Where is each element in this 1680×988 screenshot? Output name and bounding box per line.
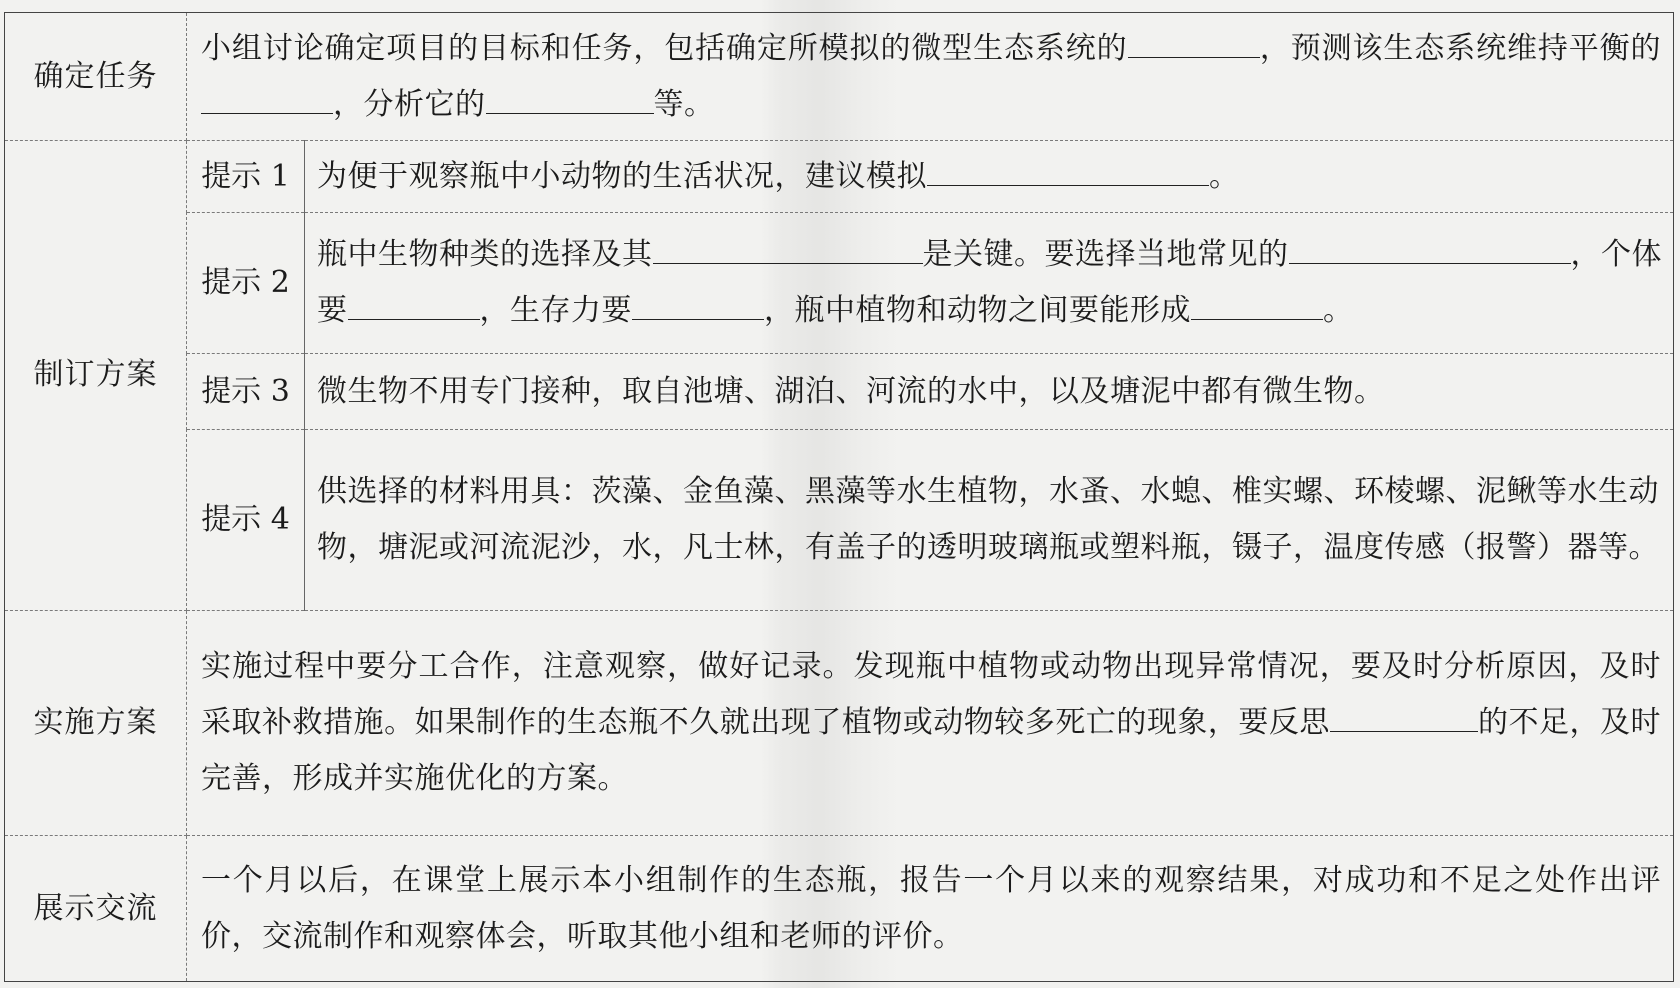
row-hint-3 <box>5 354 1674 430</box>
hint-2-text-6: 。 <box>1323 293 1354 329</box>
hint-1-text-1: 为便于观察瓶中小动物的生活状况，建议模拟 <box>317 158 927 194</box>
hint-2-text-5: ，瓶中植物和动物之间要能形成 <box>764 293 1191 329</box>
row-label-implement-plan: 实施方案 <box>5 610 187 836</box>
hint-1-text-2: 。 <box>1209 158 1240 194</box>
row-content-confirm-task <box>187 13 1674 141</box>
confirm-task-text-3: ，分析它的 <box>333 86 486 122</box>
row-label-show-exchange: 展示交流 <box>5 836 187 982</box>
hint-4-content: 供选择的材料用具：茨藻、金鱼藻、黑藻等水生植物，水蚤、水螅、椎实螺、环棱螺、泥鳅等水生动物，塘泥或河流泥沙，水，凡士林，有盖子的透明玻璃瓶或塑料瓶，镊子，温度传感（报警）器等。 <box>305 430 1674 610</box>
row-confirm-task <box>5 13 1674 141</box>
hint-2-text-4: ，生存力要 <box>479 293 632 329</box>
row-show-exchange <box>5 836 1674 982</box>
fill-blank-simulated-ecosystem[interactable] <box>927 151 1209 186</box>
hint-3-label: 提示 3 <box>187 354 305 430</box>
fill-blank-ecosystem-type[interactable] <box>1128 23 1260 58</box>
implement-plan-text-2: 的不足，及时完善，形成并实施优化的方案。 <box>201 705 1662 797</box>
confirm-task-text-4: 等。 <box>653 86 715 122</box>
hint-2-text-3: ，个体要 <box>317 237 1662 329</box>
hint-4-label: 提示 4 <box>187 430 305 610</box>
fill-blank-food-chain[interactable] <box>1191 285 1323 320</box>
fill-blank-plan-shortcoming[interactable] <box>1330 697 1478 732</box>
fill-blank-balance-conditions[interactable] <box>201 79 333 114</box>
confirm-task-text-1: 小组讨论确定项目的目标和任务，包括确定所模拟的微型生态系统的 <box>201 30 1128 66</box>
hint-2-content <box>305 212 1674 354</box>
hint-2-label: 提示 2 <box>187 212 305 354</box>
fill-blank-species-quantity[interactable] <box>653 229 923 264</box>
hint-1-label: 提示 1 <box>187 141 305 213</box>
fill-blank-analysis-target[interactable] <box>486 79 654 114</box>
hint-2-text-2: 是关键。要选择当地常见的 <box>922 237 1289 273</box>
row-hint-2 <box>5 212 1674 354</box>
row-hint-4 <box>5 430 1674 610</box>
fill-blank-individual-size[interactable] <box>348 285 480 320</box>
hint-3-content: 微生物不用专门接种，取自池塘、湖泊、河流的水中，以及塘泥中都有微生物。 <box>305 354 1674 430</box>
fill-blank-survival-ability[interactable] <box>632 285 764 320</box>
row-implement-plan <box>5 610 1674 836</box>
hint-1-content <box>305 141 1674 213</box>
fill-blank-local-species[interactable] <box>1289 229 1571 264</box>
row-content-show-exchange: 一个月以后，在课堂上展示本小组制作的生态瓶，报告一个月以来的观察结果，对成功和不足之处作出评价，交流制作和观察体会，听取其他小组和老师的评价。 <box>187 836 1674 982</box>
row-hint-1 <box>5 141 1674 213</box>
project-steps-table <box>4 12 1674 982</box>
row-content-implement-plan <box>187 610 1674 836</box>
row-label-confirm-task: 确定任务 <box>5 13 187 141</box>
implement-plan-text-1: 实施过程中要分工合作，注意观察，做好记录。发现瓶中植物或动物出现异常情况，要及时分析原因，及时采取补救措施。如果制作的生态瓶不久就出现了植物或动物较多死亡的现象，要反思 <box>201 649 1661 741</box>
hint-2-text-1: 瓶中生物种类的选择及其 <box>317 237 653 273</box>
confirm-task-text-2: ，预测该生态系统维持平衡的 <box>1259 30 1662 66</box>
row-label-make-plan: 制订方案 <box>5 141 187 611</box>
